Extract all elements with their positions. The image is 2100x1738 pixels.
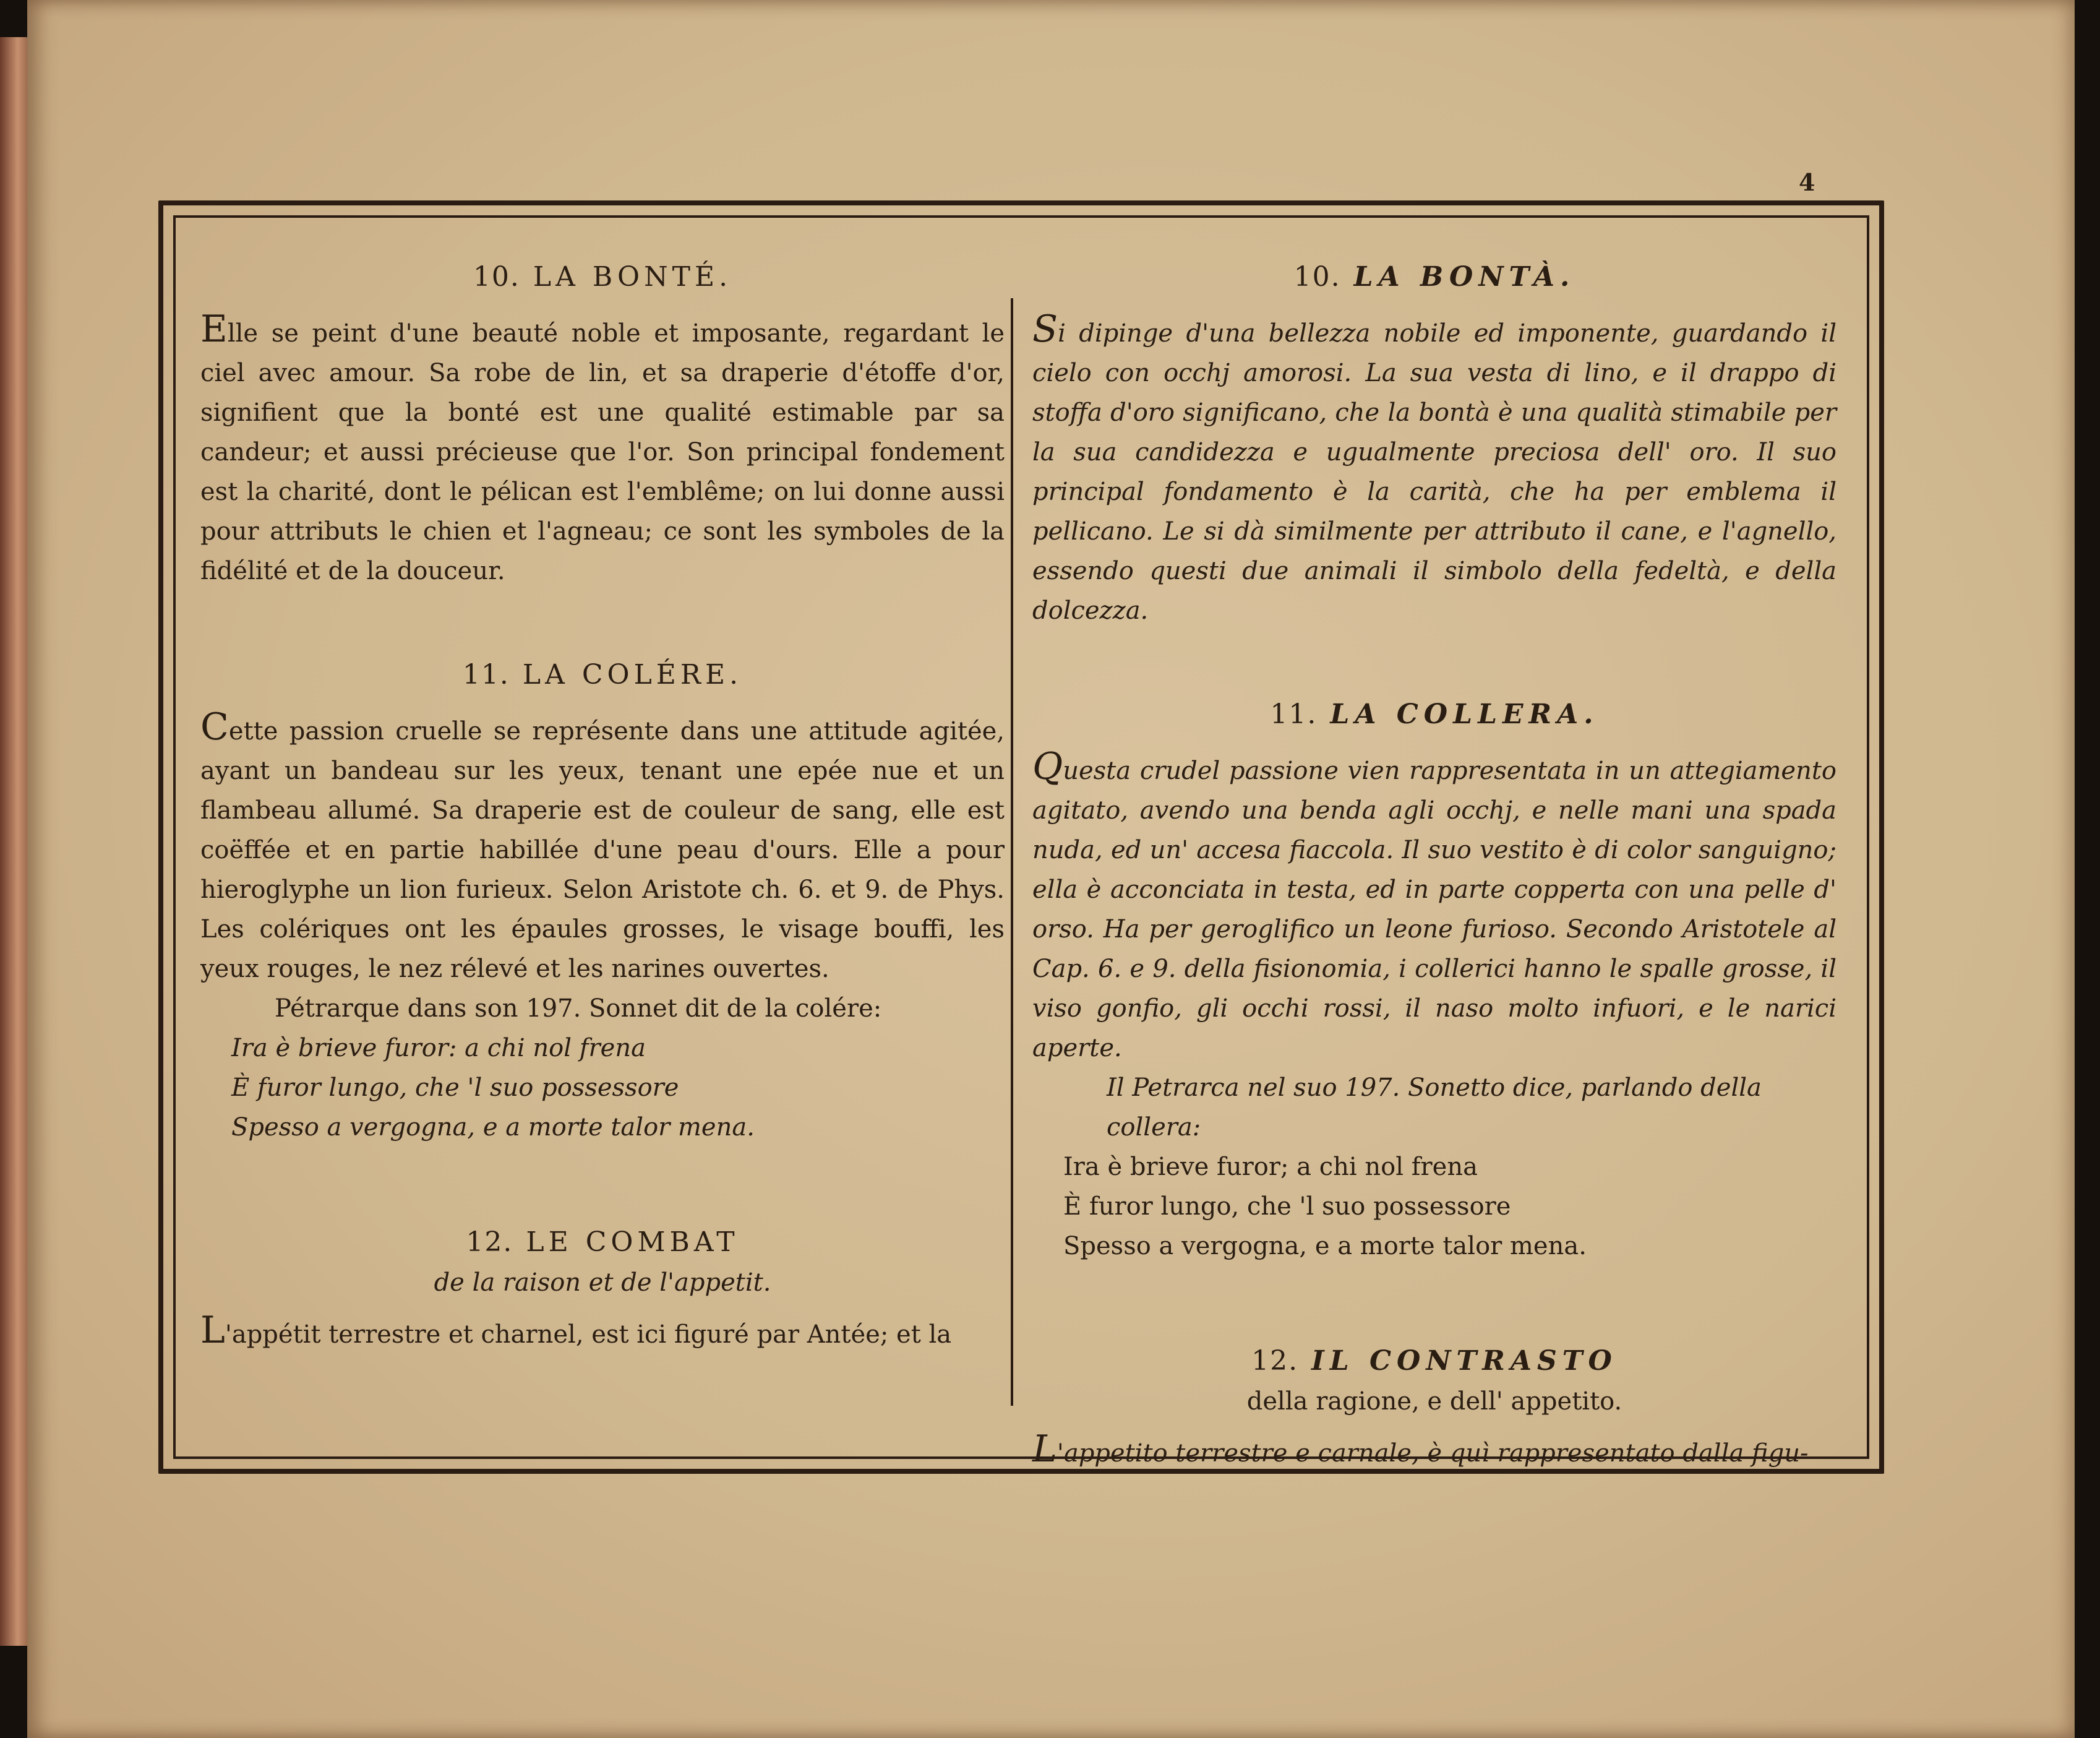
initial-letter: L	[1032, 1427, 1057, 1471]
initial-letter: Q	[1032, 745, 1063, 788]
paragraph-il-contrasto	[1032, 1429, 1836, 1473]
heading-la-bonte	[200, 255, 1005, 299]
italian-column	[1032, 255, 1836, 1471]
heading-title: LA BONTÀ.	[1353, 261, 1575, 293]
paragraph-la-collera	[1032, 747, 1836, 1068]
verse-line: Spesso a vergogna, e a morte talor mena.	[1063, 1232, 1587, 1260]
heading-number: 10.	[473, 261, 520, 293]
heading-il-contrasto	[1032, 1339, 1836, 1383]
heading-number: 12.	[1251, 1345, 1299, 1377]
subheading-le-combat: de la raison et de l'appetit.	[434, 1268, 771, 1297]
heading-title: LA COLLERA.	[1330, 699, 1599, 730]
initial-letter: C	[200, 705, 229, 749]
heading-la-bonta	[1032, 255, 1836, 299]
verse-line: È furor lungo, che 'l suo possessore	[231, 1073, 679, 1102]
heading-number: 11.	[462, 659, 510, 690]
french-column	[200, 255, 1005, 1430]
outer-frame	[158, 200, 1884, 1474]
heading-number: 10.	[1293, 261, 1341, 293]
subheading-il-contrasto: della ragione, e dell' appetito.	[1246, 1387, 1622, 1416]
verse-line: Ira è brieve furor; a chi nol frena	[1063, 1153, 1478, 1181]
verse-line: Ira è brieve furor: a chi nol frena	[231, 1034, 646, 1062]
paragraph-text: uesta crudel passione vien rappresentata in un attegiamento agitato, avendo una benda agli occhj, e nelle mani una spada nuda, ed un' accesa fiaccola. Il suo vestito è di color sanguigno; ella è acconciata in testa, ed in parte copperta con una pelle d' orso. Ha per geroglifico un leone furioso. Secondo Aristotele al Cap. 6. e 9. della fisionomia, i collerici hanno le spalle grosse, il viso gonfio, gli occhi rossi, il naso molto infuori, e le narici aperte.	[1032, 757, 1836, 1062]
paragraph-text: lle se peint d'une beauté noble et imposante, regardant le ciel avec amour. Sa robe de lin, et sa draperie d'étoffe d'or, signifient que la bonté est une qualité estimable par sa candeur; et aussi précieuse que l'or. Son principal fondement est la charité, dont le pélican est l'emblême; on lui donne aussi pour attributs le chien et l'agneau; ce sont les symboles de la fidélité et de la douceur.	[200, 319, 1005, 585]
paragraph-le-combat	[200, 1310, 1005, 1354]
paragraph-text: 'appetito terrestre e carnale, è quì rappresentato dalla figu-	[1056, 1439, 1809, 1468]
initial-letter: L	[200, 1309, 225, 1352]
verse-line: Spesso a vergogna, e a morte talor mena.	[231, 1113, 755, 1142]
heading-la-colere	[200, 653, 1005, 697]
heading-title: LE COMBAT	[526, 1226, 739, 1258]
book-page	[27, 0, 2075, 1738]
heading-title: LA COLÉRE.	[522, 659, 743, 690]
initial-letter: S	[1032, 308, 1058, 351]
paragraph-text: i dipinge d'una bellezza nobile ed imponente, guardando il cielo con occhj amorosi. La sua vesta di lino, e il drappo di stoffa d'oro significano, che la bontà è una qualità stimabile per la sua candidezza e ugualmente preciosa dell' oro. Il suo principal fondamento è la carità, che ha per emblema il pellicano. Le si dà similmente per attributo il cane, e l'agnello, essendo questi due animali il simbolo della fedeltà, e della dolcezza.	[1032, 319, 1836, 625]
inner-frame	[173, 215, 1869, 1471]
paragraph-la-bonte	[200, 309, 1005, 591]
column-divider	[1011, 298, 1013, 1406]
heading-la-collera	[1032, 692, 1836, 737]
paragraph-la-bonta	[1032, 309, 1836, 630]
page-number: 4	[1799, 168, 1815, 196]
paragraph-text: 'appétit terrestre et charnel, est ici figuré par Antée; et la	[225, 1320, 952, 1349]
paragraph-text: ette passion cruelle se représente dans une attitude agitée, ayant un bandeau sur les yeux, tenant une epée nue et un flambeau allumé. Sa draperie est de couleur de sang, elle est coëffée et en partie habillée d'une peau d'ours. Elle a pour hieroglyphe un lion furieux. Selon Aristote ch. 6. et 9. de Phys. Les colériques ont les épaules grosses, le visage bouffi, les yeux rouges, le nez rélevé et les narines ouvertes.	[200, 717, 1005, 983]
heading-number: 12.	[466, 1226, 513, 1258]
heading-number: 11.	[1270, 699, 1318, 730]
paragraph-la-colere	[200, 707, 1005, 989]
verse-line: È furor lungo, che 'l suo possessore	[1063, 1192, 1511, 1221]
heading-title: IL CONTRASTO	[1311, 1345, 1618, 1377]
sonnet-intro: Il Petrarca nel suo 197. Sonetto dice, parlando della collera:	[1107, 1073, 1762, 1142]
initial-letter: E	[200, 308, 228, 351]
heading-title: LA BONTÉ.	[533, 261, 732, 293]
heading-le-combat	[200, 1220, 1005, 1265]
sonnet-intro: Pétrarque dans son 197. Sonnet dit de la colére:	[275, 994, 882, 1023]
